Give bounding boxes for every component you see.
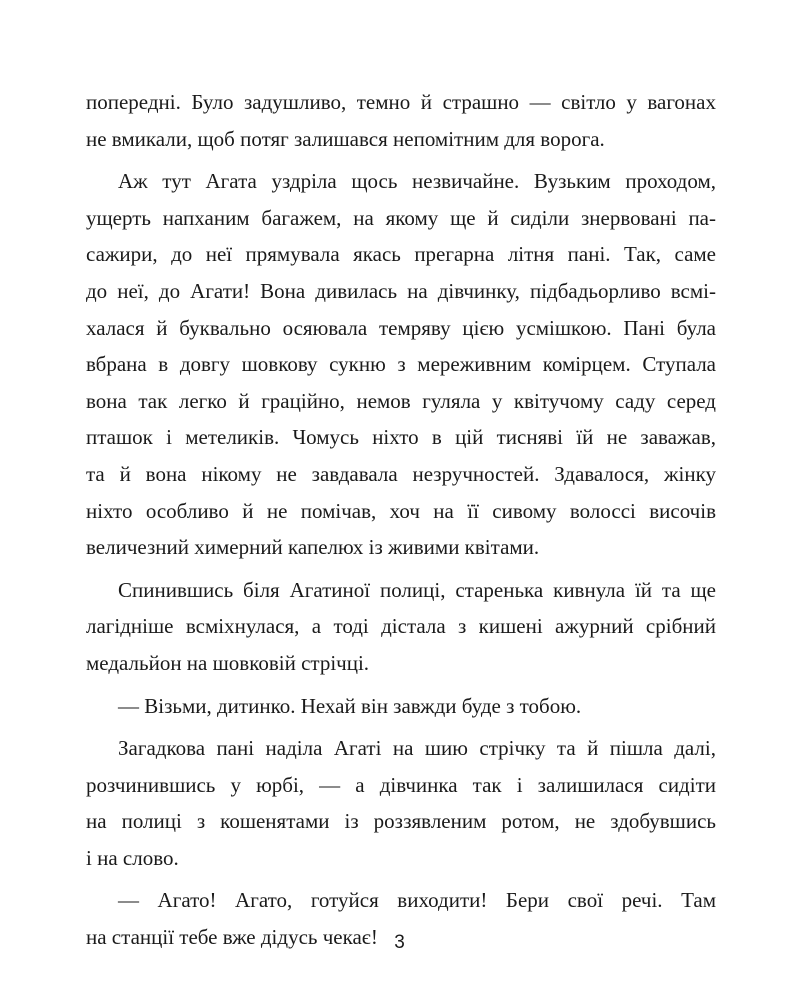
text-line: ніхто особливо й не помічав, хоч на її сивому волоссі височів xyxy=(86,498,716,523)
text-line: вбрана в довгу шовкову сукню з мереживним комірцем. Ступала xyxy=(86,352,716,377)
text-line: величезний химерний капелюх із живими квітами. xyxy=(86,535,540,560)
text-line: розчинившись у юрбі, — а дівчинка так і залишилася сидіти xyxy=(86,772,716,797)
text-line: медальйон на шовковій стрічці. xyxy=(86,650,370,675)
text-line: Аж тут Агата уздріла щось незвичайне. Вузьким проходом, xyxy=(118,169,716,194)
text-line: вона так легко й граційно, немов гуляла у квітучому саду серед xyxy=(86,388,716,413)
text-line: лагідніше всміхнулася, а тоді дістала з кишені ажурний срібний xyxy=(86,614,716,639)
text-line: Загадкова пані наділа Агаті на шию стрічку та й пішла далі, xyxy=(118,736,716,761)
text-line: — Візьми, дитинко. Нехай він завжди буде з тобою. xyxy=(118,693,582,718)
body-text xyxy=(86,84,716,956)
text-line: Спинившись біля Агатиної полиці, старенька кивнула їй та ще xyxy=(118,577,716,602)
paragraph xyxy=(86,730,716,876)
paragraph xyxy=(86,84,716,157)
text-line: попередні. Було задушливо, темно й страшно — світло у вагонах xyxy=(86,90,716,114)
text-line: ущерть напханим багажем, на якому ще й сиділи знервовані па- xyxy=(86,205,716,230)
text-line: на станції тебе вже дідусь чекає! xyxy=(86,925,378,950)
text-line: сажири, до неї прямувала якась прегарна літня пані. Так, саме xyxy=(86,242,716,267)
text-line: пташок і метеликів. Чомусь ніхто в цій тисняві їй не заважав, xyxy=(86,425,716,450)
paragraph xyxy=(86,688,716,725)
text-line: халася й буквально осяювала темряву цією усмішкою. Пані була xyxy=(86,315,716,340)
paragraph xyxy=(86,163,716,566)
text-line: — Агато! Агато, готуйся виходити! Бери свої речі. Там xyxy=(118,888,716,913)
page-number: 3 xyxy=(394,932,405,953)
paragraph xyxy=(86,572,716,682)
text-line: до неї, до Агати! Вона дивилась на дівчинку, підбадьорливо всмі- xyxy=(86,278,716,303)
text-line: на полиці з кошенятами із роззявленим ротом, не здобувшись xyxy=(86,809,716,834)
text-line: не вмикали, щоб потяг залишався непомітним для ворога. xyxy=(86,126,605,151)
text-line: та й вона нікому не завдавала незручностей. Здавалося, жінку xyxy=(86,461,716,486)
text-line: і на слово. xyxy=(86,845,179,870)
